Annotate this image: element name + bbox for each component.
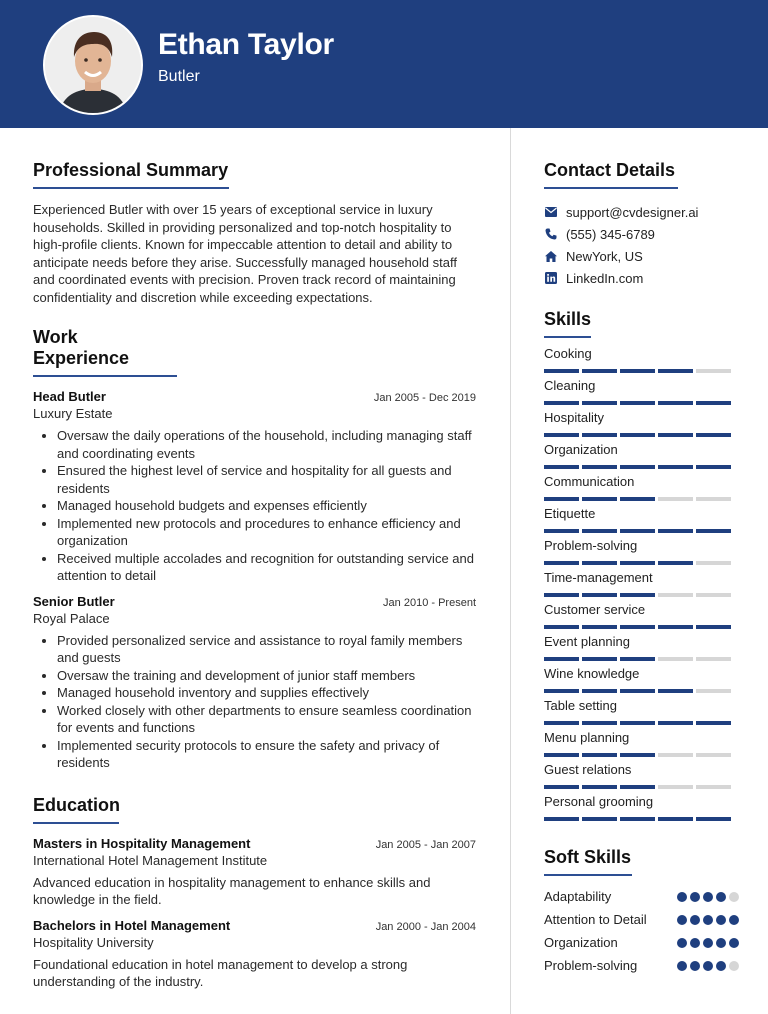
skill-level-segment: [696, 433, 731, 437]
education-entry: [33, 918, 476, 991]
skill-level-segment: [582, 465, 617, 469]
skill-level-segment: [544, 657, 579, 661]
soft-skill-rating: [677, 961, 739, 971]
summary-text: Experienced Butler with over 15 years of exceptional service in luxury households. Skilled in providing personalized and top-notch hospitality to high-profile clients. Known for impeccable attention to detail and ability to anticipate needs before they arise. Successfully managed household staff and coordinated events with precision. Proven track record of maintaining confidentiality and discretion while exceeding expectations.: [33, 202, 457, 305]
soft-skill-name: Organization: [544, 935, 618, 950]
skill-level-segment: [658, 721, 693, 725]
work-title: Work Experience: [33, 327, 177, 377]
skill-level-segment: [620, 721, 655, 725]
skill-level-segment: [658, 529, 693, 533]
job-bullet: • Managed household budgets and expenses efficiently: [57, 497, 476, 515]
soft-skill-item: [544, 957, 739, 975]
skill-name: Event planning: [544, 634, 631, 649]
skill-level-segment: [620, 785, 655, 789]
skill-name: Personal grooming: [544, 794, 654, 809]
skill-level-segment: [696, 561, 731, 565]
skill-level-segment: [544, 465, 579, 469]
skill-level-segment: [696, 401, 731, 405]
soft-skill-rating: [677, 892, 739, 902]
skill-name: Etiquette: [544, 506, 596, 521]
skill-name: Organization: [544, 442, 618, 457]
education-title: Education: [33, 795, 119, 824]
job-bullet: • Ensured the highest level of service and hospitality for all guests and residents: [57, 462, 476, 497]
soft-skills-list: [544, 888, 739, 975]
skill-name: Cooking: [544, 346, 592, 361]
soft-skill-name: Problem-solving: [544, 958, 638, 973]
skill-item: [544, 762, 739, 794]
skill-level-bar: [544, 657, 739, 661]
main-column: [33, 160, 476, 991]
skill-name: Hospitality: [544, 410, 604, 425]
skill-item: [544, 346, 739, 378]
skill-level-segment: [696, 529, 731, 533]
skill-level-segment: [582, 529, 617, 533]
degree-date: Jan 2000 - Jan 2004: [375, 920, 476, 933]
soft-skills-title: Soft Skills: [544, 847, 632, 876]
skill-name: Problem-solving: [544, 538, 638, 553]
skill-level-segment: [582, 689, 617, 693]
school-name: Hospitality University: [33, 934, 154, 950]
skill-level-segment: [696, 785, 731, 789]
job-date: Jan 2010 - Present: [383, 596, 476, 609]
skill-level-segment: [620, 433, 655, 437]
skill-level-segment: [658, 401, 693, 405]
skill-level-segment: [582, 401, 617, 405]
skill-item: [544, 698, 739, 730]
skill-level-segment: [582, 561, 617, 565]
job-title: Head Butler: [33, 389, 106, 404]
envelope-icon: [544, 205, 558, 219]
rating-dot: [703, 892, 713, 902]
rating-dot: [690, 961, 700, 971]
email-text: support@cvdesigner.ai: [566, 204, 699, 220]
skill-level-bar: [544, 753, 739, 757]
soft-skill-name: Adaptability: [544, 889, 612, 904]
job-org: Luxury Estate: [33, 406, 113, 421]
skill-level-bar: [544, 497, 739, 501]
skill-level-segment: [544, 497, 579, 501]
skill-level-segment: [582, 433, 617, 437]
skill-level-bar: [544, 817, 739, 821]
contact-email[interactable]: [544, 201, 739, 223]
rating-dot: [729, 892, 739, 902]
home-icon: [544, 249, 558, 263]
skill-level-segment: [620, 497, 655, 501]
phone-text: (555) 345-6789: [566, 226, 655, 242]
skill-item: [544, 730, 739, 762]
job-bullet: • Worked closely with other departments to ensure seamless coordination for events and functions: [57, 702, 476, 737]
skill-level-segment: [658, 785, 693, 789]
skill-level-segment: [696, 369, 731, 373]
contact-location: [544, 245, 739, 267]
degree-title: Bachelors in Hotel Management: [33, 917, 231, 933]
skills-title: Skills: [544, 309, 591, 338]
job-bullet: • Provided personalized service and assistance to royal family members and guests: [57, 632, 476, 667]
skill-level-segment: [658, 497, 693, 501]
skill-level-segment: [544, 625, 579, 629]
skill-level-segment: [658, 657, 693, 661]
rating-dot: [690, 938, 700, 948]
skill-level-segment: [658, 433, 693, 437]
skill-level-segment: [544, 369, 579, 373]
skill-level-bar: [544, 593, 739, 597]
job-entry: [33, 389, 476, 585]
job-bullets: [33, 632, 476, 772]
skill-level-segment: [544, 561, 579, 565]
skill-level-bar: [544, 369, 739, 373]
degree-title: Masters in Hospitality Management: [33, 835, 251, 851]
job-title: Senior Butler: [33, 593, 115, 609]
rating-dot: [716, 892, 726, 902]
job-bullet: • Oversaw the training and development of junior staff members: [57, 667, 476, 685]
skill-level-segment: [696, 593, 731, 597]
skill-level-segment: [658, 753, 693, 757]
skill-level-segment: [620, 689, 655, 693]
skill-level-segment: [658, 465, 693, 469]
soft-skills-section: [544, 847, 739, 975]
skills-list: [544, 346, 739, 826]
skill-name: Time-management: [544, 570, 653, 585]
skill-level-segment: [582, 625, 617, 629]
contact-section: [544, 160, 739, 289]
skill-level-bar: [544, 465, 739, 469]
skill-level-segment: [582, 657, 617, 661]
skill-level-segment: [544, 721, 579, 725]
soft-skill-name: Attention to Detail: [544, 912, 647, 927]
skill-level-segment: [620, 817, 655, 821]
skill-item: [544, 506, 739, 538]
candidate-role: Butler: [158, 68, 200, 85]
skill-level-segment: [582, 593, 617, 597]
skill-level-segment: [696, 465, 731, 469]
job-bullet: • Implemented new protocols and procedures to enhance efficiency and organization: [57, 515, 476, 550]
soft-skill-item: [544, 911, 739, 929]
education-entry: [33, 836, 476, 909]
summary-section: [33, 160, 476, 306]
skill-level-segment: [658, 593, 693, 597]
job-date: Jan 2005 - Dec 2019: [373, 392, 476, 404]
skill-level-bar: [544, 785, 739, 789]
skill-level-segment: [620, 529, 655, 533]
job-bullet: • Managed household inventory and supplies effectively: [57, 684, 476, 702]
skill-name: Table setting: [544, 698, 617, 713]
job-bullets: [33, 427, 476, 585]
rating-dot: [677, 915, 687, 925]
skill-name: Wine knowledge: [544, 666, 640, 681]
avatar: [43, 15, 143, 115]
skills-section: [544, 309, 739, 826]
rating-dot: [677, 961, 687, 971]
rating-dot: [677, 938, 687, 948]
skill-name: Menu planning: [544, 730, 630, 745]
skill-level-segment: [620, 401, 655, 405]
summary-title: Professional Summary: [33, 160, 229, 189]
rating-dot: [716, 961, 726, 971]
skill-level-segment: [696, 689, 731, 693]
skill-name: Cleaning: [544, 378, 596, 393]
skill-level-segment: [696, 497, 731, 501]
skill-level-segment: [582, 785, 617, 789]
degree-description: Advanced education in hospitality management to enhance skills and knowledge in the field.: [33, 874, 431, 907]
skill-level-segment: [544, 689, 579, 693]
skill-item: [544, 442, 739, 474]
skill-level-segment: [620, 625, 655, 629]
skill-level-bar: [544, 561, 739, 565]
skill-level-segment: [696, 657, 731, 661]
profile-photo: [45, 17, 141, 113]
skill-level-segment: [620, 593, 655, 597]
skill-level-segment: [620, 465, 655, 469]
skill-level-segment: [658, 817, 693, 821]
skill-name: Communication: [544, 474, 635, 489]
skill-level-segment: [544, 593, 579, 597]
rating-dot: [690, 915, 700, 925]
sidebar-column: [544, 160, 739, 980]
contact-phone[interactable]: [544, 223, 739, 245]
rating-dot: [729, 915, 739, 925]
phone-icon: [544, 227, 558, 241]
skill-item: [544, 634, 739, 666]
skill-name: Customer service: [544, 602, 646, 617]
soft-skill-rating: [677, 915, 739, 925]
skill-level-segment: [658, 369, 693, 373]
linkedin-icon: [544, 271, 558, 285]
rating-dot: [703, 915, 713, 925]
education-section: [33, 795, 476, 991]
skill-level-segment: [582, 497, 617, 501]
job-entry: [33, 594, 476, 772]
contact-linkedin[interactable]: [544, 267, 739, 289]
skill-level-segment: [544, 529, 579, 533]
skill-item: [544, 538, 739, 570]
skill-item: [544, 602, 739, 634]
location-text: NewYork, US: [566, 248, 643, 264]
skill-level-segment: [696, 753, 731, 757]
skill-level-segment: [658, 689, 693, 693]
skill-level-segment: [620, 657, 655, 661]
skill-level-segment: [658, 561, 693, 565]
skill-item: [544, 666, 739, 698]
linkedin-text: LinkedIn.com: [566, 270, 644, 286]
school-name: International Hotel Management Institute: [33, 852, 268, 868]
skill-level-segment: [620, 561, 655, 565]
skill-level-bar: [544, 401, 739, 405]
soft-skill-item: [544, 888, 739, 906]
skill-level-segment: [696, 817, 731, 821]
skill-item: [544, 410, 739, 442]
skill-item: [544, 378, 739, 410]
skill-level-segment: [620, 369, 655, 373]
rating-dot: [690, 892, 700, 902]
skill-level-segment: [544, 753, 579, 757]
rating-dot: [703, 938, 713, 948]
job-bullet: • Received multiple accolades and recognition for outstanding service and attention to detail: [57, 550, 476, 585]
skill-level-bar: [544, 529, 739, 533]
skill-level-segment: [696, 625, 731, 629]
skill-name: Guest relations: [544, 762, 632, 777]
skill-level-segment: [582, 369, 617, 373]
skill-level-bar: [544, 625, 739, 629]
soft-skill-rating: [677, 938, 739, 948]
rating-dot: [729, 961, 739, 971]
degree-description: Foundational education in hotel management to develop a strong understanding of the industry.: [33, 956, 408, 989]
job-org: Royal Palace: [33, 610, 110, 626]
rating-dot: [716, 938, 726, 948]
skill-level-segment: [696, 721, 731, 725]
soft-skill-item: [544, 934, 739, 952]
degree-date: Jan 2005 - Jan 2007: [375, 838, 476, 851]
skill-level-bar: [544, 433, 739, 437]
skill-item: [544, 794, 739, 826]
skill-item: [544, 474, 739, 506]
job-bullet: • Oversaw the daily operations of the household, including managing staff and coordinating events: [57, 427, 476, 462]
skill-level-bar: [544, 689, 739, 693]
rating-dot: [703, 961, 713, 971]
column-divider: [510, 128, 511, 1014]
contact-title: Contact Details: [544, 160, 678, 189]
work-section: [33, 327, 476, 772]
skill-level-segment: [544, 785, 579, 789]
skill-level-segment: [582, 721, 617, 725]
rating-dot: [716, 915, 726, 925]
candidate-name: Ethan Taylor: [158, 28, 334, 61]
rating-dot: [729, 938, 739, 948]
skill-level-segment: [658, 625, 693, 629]
skill-level-segment: [620, 753, 655, 757]
header-banner: [0, 0, 768, 128]
skill-level-segment: [582, 817, 617, 821]
job-bullet: • Implemented security protocols to ensure the safety and privacy of residents: [57, 737, 476, 772]
skill-level-segment: [544, 401, 579, 405]
skill-level-segment: [582, 753, 617, 757]
skill-level-segment: [544, 817, 579, 821]
rating-dot: [677, 892, 687, 902]
skill-item: [544, 570, 739, 602]
skill-level-bar: [544, 721, 739, 725]
skill-level-segment: [544, 433, 579, 437]
